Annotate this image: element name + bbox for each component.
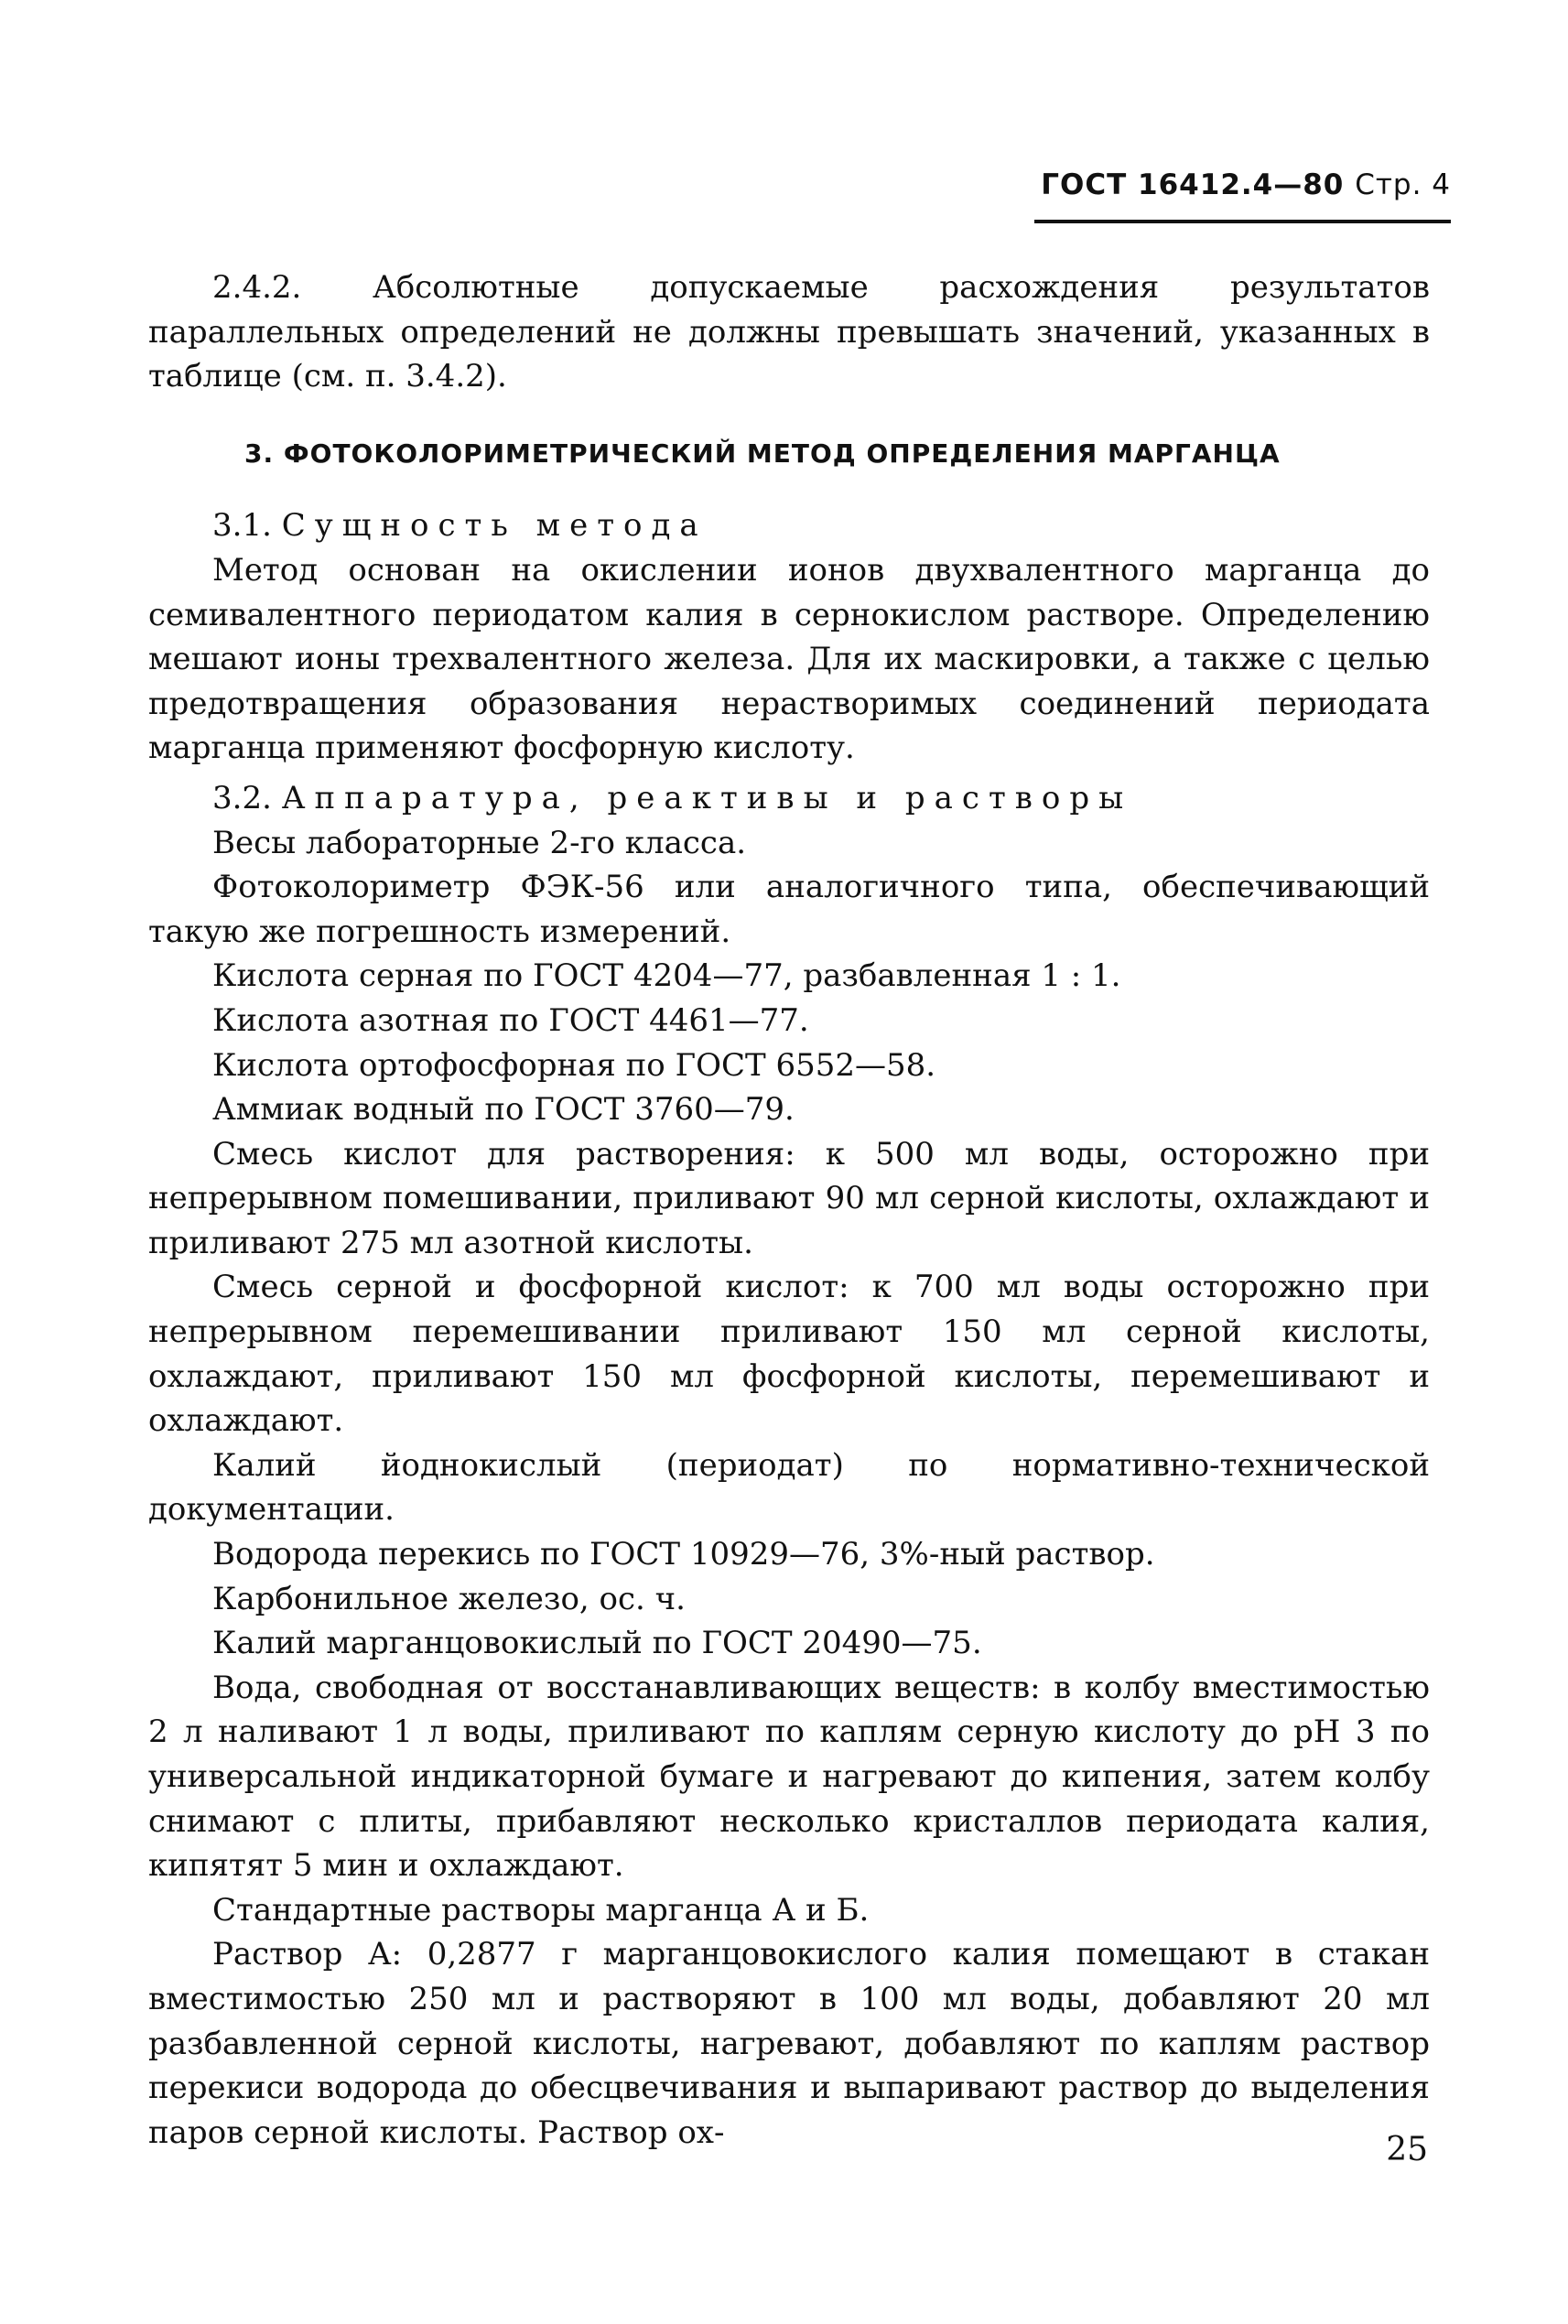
list-item: Калий марганцовокислый по ГОСТ 20490—75. <box>212 1625 982 1662</box>
running-header <box>1030 168 1451 201</box>
subheading-3-2 <box>148 776 1430 821</box>
page-label: Стр. 4 <box>1355 168 1451 201</box>
list-item: Кислота ортофосфорная по ГОСТ 6552—58. <box>212 1046 936 1084</box>
list-item: Калий йоднокислый (периодат) по нормативно-технической документации. <box>148 1446 1430 1529</box>
list-item: Раствор А: 0,2877 г марганцовокислого калия помещают в стакан вместимостью 250 мл и растворяют в 100 мл воды, добавляют 20 мл разбавленной серной кислоты, нагревают, добавляют по каплям раствор перекиси водорода до обесцвечивания и выпаривают раствор до выделения паров серной кислоты. Раствор ох- <box>148 1936 1430 2151</box>
page-number: 25 <box>1386 2131 1428 2168</box>
subheading-3-2-title: Аппаратура, реактивы и растворы <box>281 779 1133 816</box>
list-item: Карбонильное железо, ос. ч. <box>212 1580 686 1617</box>
header-rule <box>1034 220 1451 223</box>
list-item: Вода, свободная от восстанавливающих веществ: в колбу вместимостью 2 л наливают 1 л воды, приливают по каплям серную кислоту до рН 3 по универсальной индикаторной бумаге и нагревают до кипения, затем колбу снимают с плиты, прибавляют несколько кристаллов периодата калия, кипятят 5 мин и охлаждают. <box>148 1669 1430 1885</box>
list-item: Фотоколориметр ФЭК-56 или аналогичного типа, обеспечивающий такую же погрешность измерений. <box>148 869 1430 950</box>
list-item: Водорода перекись по ГОСТ 10929—76, 3%-ный раствор. <box>212 1536 1155 1573</box>
list-item: Весы лабораторные 2-го класса. <box>212 824 747 861</box>
subheading-3-1-title: Сущность метода <box>281 507 708 545</box>
list-item: Кислота азотная по ГОСТ 4461—77. <box>212 1001 809 1039</box>
section-title: 3. ФОТОКОЛОРИМЕТРИЧЕСКИЙ МЕТОД ОПРЕДЕЛЕНИЯ МАРГАНЦА <box>244 438 1281 469</box>
list-item: Смесь кислот для растворения: к 500 мл воды, осторожно при непрерывном помешивании, приливают 90 мл серной кислоты, охлаждают и приливают 275 мл азотной кислоты. <box>148 1135 1430 1261</box>
list-item: Смесь серной и фосфорной кислот: к 700 мл воды осторожно при непрерывном перемешивании приливают 150 мл серной кислоты, охлаждают, приливают 150 мл фосфорной кислоты, перемешивают и охлаждают. <box>148 1269 1430 1440</box>
doc-code: ГОСТ 16412.4—80 <box>1041 168 1345 201</box>
paragraph-3-1: Метод основан на окислении ионов двухвалентного марганца до семивалентного периодатом калия в сернокислом растворе. Определению мешают ионы трехвалентного железа. Для их маскировки, а также с целью предотвращения образования нерастворимых соединений периодата марганца применяют фосфорную кислоту. <box>148 551 1430 767</box>
paragraph-2-4-2: 2.4.2. Абсолютные допускаемые расхождения результатов параллельных определений не должны превышать значений, указанных в таблице (см. п. 3.4.2). <box>148 269 1430 395</box>
body-text <box>148 265 1430 2155</box>
subheading-3-2-number: 3.2. <box>212 779 272 816</box>
subheading-3-1-number: 3.1. <box>212 507 272 545</box>
list-item: Аммиак водный по ГОСТ 3760—79. <box>212 1091 795 1129</box>
list-item: Кислота серная по ГОСТ 4204—77, разбавленная 1 : 1. <box>212 957 1121 995</box>
subheading-3-1 <box>148 503 1430 548</box>
list-item: Стандартные растворы марганца А и Б. <box>212 1891 870 1929</box>
